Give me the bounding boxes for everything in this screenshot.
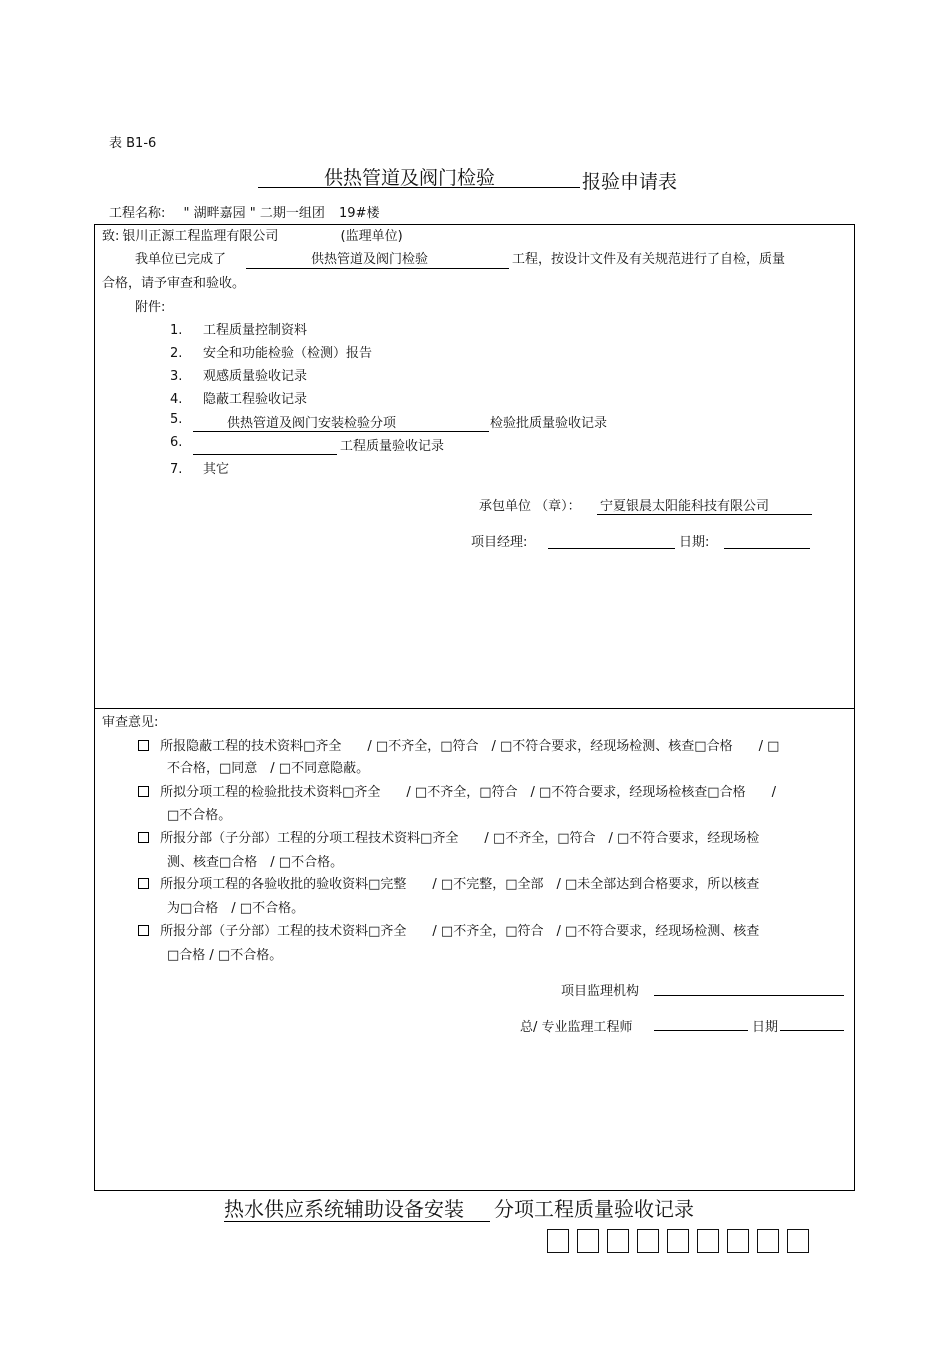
attachment-text: 检验批质量验收记录 (490, 416, 608, 431)
review-label: 审查意见: (102, 715, 159, 730)
title-suffix: 报验申请表 (582, 171, 678, 193)
attachment-number: 1. (170, 323, 183, 338)
addressee-name: 银川正源工程监理有限公司 (122, 229, 279, 244)
review-item-line2: 为□合格 / □不合格。 (167, 901, 305, 916)
attachment-item (170, 342, 372, 361)
review-item (138, 781, 776, 800)
review-item-line2: 测、核查□合格 / □不合格。 (167, 855, 344, 870)
review-checkbox[interactable] (138, 786, 149, 797)
review-checkbox[interactable] (138, 832, 149, 843)
completion-prefix: 我单位已完成了 (135, 252, 227, 267)
attachment-text: 观感质量验收记录 (203, 369, 308, 384)
next-section-suffix: 分项工程质量验收记录 (494, 1197, 694, 1221)
attachment-item (170, 435, 182, 450)
attachments-label: 附件: (135, 300, 166, 315)
project-name: " 湖畔嘉园 " 二期一组团 (183, 206, 325, 221)
attachment-text: 其它 (203, 462, 230, 477)
next-section-title (224, 1193, 694, 1222)
review-checkbox[interactable] (138, 925, 149, 936)
review-item-line1: 所报分项工程的各验收批的验收资料□完整 / □不完整，□全部 / □未全部达到合格要求，所以核查 (160, 877, 760, 892)
attachment-item (170, 388, 307, 407)
review-checkbox[interactable] (138, 878, 149, 889)
engineer-signature-field[interactable] (654, 1030, 748, 1031)
manager-label: 项目经理: (471, 535, 528, 550)
project-label: 工程名称: (109, 206, 166, 221)
review-item-line1: 所报分部（子分部）工程的分项工程技术资料□齐全 / □不齐全，□符合 / □不符合要求，经现场检 (160, 831, 760, 846)
contractor-label: 承包单位 （章）： (479, 499, 581, 514)
review-item-line2: 不合格，□同意 / □不同意隐蔽。 (167, 761, 370, 776)
supervision-org-field[interactable] (654, 995, 844, 996)
review-item-line1: 所报分部（子分部）工程的技术资料□齐全 / □不齐全，□符合 / □不符合要求，经现场检测、核查 (160, 924, 760, 939)
review-item (138, 827, 759, 846)
manager-date-label: 日期: (679, 535, 710, 550)
completion-statement-line2: 合格，请予审查和验收。 (102, 276, 246, 291)
checkbox-placeholder (547, 1229, 569, 1253)
next-section-subject: 热水供应系统辅助设备安装 (224, 1197, 490, 1222)
attachment-item (170, 458, 229, 477)
checkbox-placeholder (757, 1229, 779, 1253)
engineer-label: 总/ 专业监理工程师 (520, 1020, 633, 1035)
form-code: 表 B1-6 (109, 136, 157, 151)
attachment-item (170, 412, 182, 427)
review-item (138, 735, 779, 754)
attachment-number: 7. (170, 462, 183, 477)
project-name-row (109, 202, 379, 221)
attachment-number: 3. (170, 369, 183, 384)
review-checkbox[interactable] (138, 740, 149, 751)
page-title (258, 163, 677, 194)
manager-date-field[interactable] (724, 548, 810, 549)
attachment-item (170, 365, 307, 384)
attachment-blank-underline (193, 454, 337, 455)
engineer-date-field[interactable] (780, 1030, 844, 1031)
next-section-boxes (547, 1229, 809, 1257)
attachment-text: 工程质量验收记录 (340, 439, 445, 454)
checkbox-placeholder (577, 1229, 599, 1253)
project-building: 19#楼 (339, 206, 380, 221)
attachment-blank-value: 供热管道及阀门安装检验分项 (227, 416, 397, 431)
checkbox-placeholder (667, 1229, 689, 1253)
checkbox-placeholder (607, 1229, 629, 1253)
review-item-line1: 所报隐蔽工程的技术资料□齐全 / □不齐全，□符合 / □不符合要求，经现场检测、核查□合格 / □ (160, 739, 780, 754)
review-item-line2: □合格 / □不合格。 (167, 948, 283, 963)
checkbox-placeholder (727, 1229, 749, 1253)
attachment-text: 安全和功能检验（检测）报告 (203, 346, 373, 361)
contractor-name: 宁夏银晨太阳能科技有限公司 (600, 499, 770, 514)
attachment-number: 6. (170, 435, 183, 450)
completion-statement-line1 (135, 248, 226, 267)
engineer-date-label: 日期 (752, 1020, 779, 1035)
supervision-org-label: 项目监理机构 (561, 984, 640, 999)
checkbox-placeholder (787, 1229, 809, 1253)
attachment-item (170, 319, 307, 338)
addressee-row (102, 225, 403, 244)
attachment-number: 2. (170, 346, 183, 361)
review-item (138, 920, 759, 939)
addressee-role: (监理单位) (340, 229, 403, 244)
completion-subject-underline (246, 268, 509, 269)
attachment-number: 5. (170, 412, 183, 427)
manager-signature-field[interactable] (548, 548, 675, 549)
title-subject: 供热管道及阀门检验 (324, 167, 496, 189)
contractor-underline (597, 514, 812, 515)
attachment-blank-underline (193, 431, 489, 432)
checkbox-placeholder (637, 1229, 659, 1253)
review-item (138, 873, 759, 892)
attachment-text: 工程质量控制资料 (203, 323, 308, 338)
review-item-line1: 所拟分项工程的检验批技术资料□齐全 / □不齐全，□符合 / □不符合要求，经现场检核查□合格 / (160, 785, 776, 800)
completion-subject: 供热管道及阀门检验 (311, 252, 429, 267)
completion-suffix: 工程，按设计文件及有关规范进行了自检，质量 (512, 252, 786, 267)
checkbox-placeholder (697, 1229, 719, 1253)
attachment-number: 4. (170, 392, 183, 407)
attachment-text: 隐蔽工程验收记录 (203, 392, 308, 407)
addressee-prefix: 致: (102, 229, 120, 244)
review-item-line2: □不合格。 (167, 808, 232, 823)
